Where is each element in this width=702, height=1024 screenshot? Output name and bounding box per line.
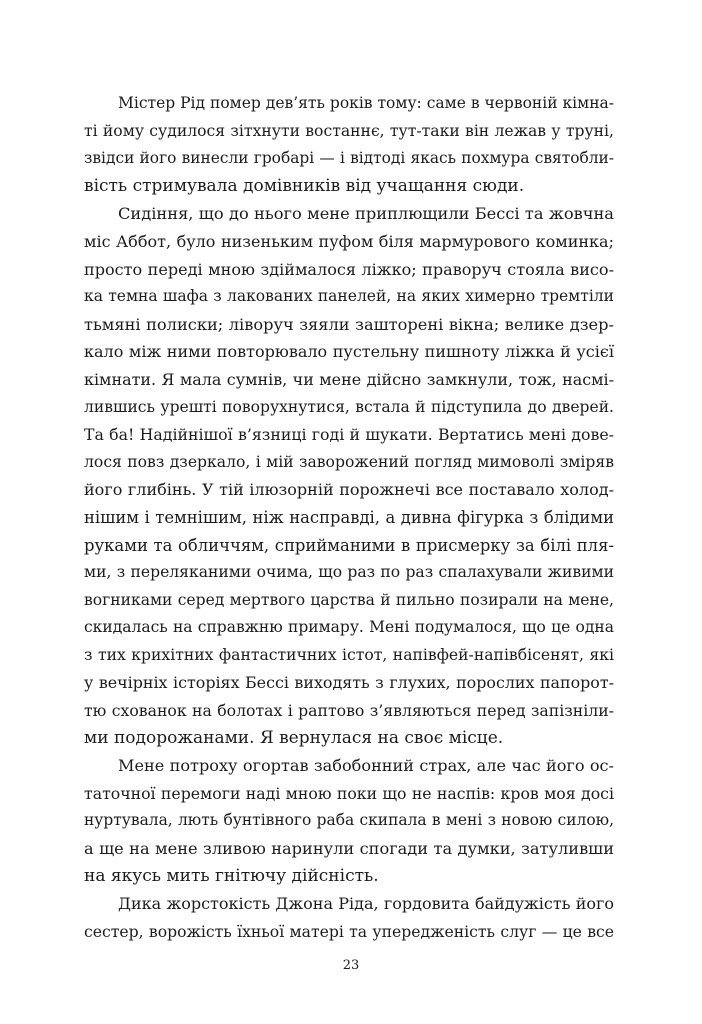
text-line: руками та обличчям, сприйманими в присмерку за білі пля- [84,535,614,555]
text-line: його глибінь. У тій ілюзорній порожнечі все поставало холод- [84,480,614,500]
paragraph-2 [84,200,614,752]
text-line: на якусь мить гнітючу дійсність. [84,865,379,886]
text-line: Містер Рід помер дев’ять років тому: саме в червоній кімна- [118,94,614,112]
text-line: сестер, ворожість їхньої матері та упередженість слуг — це все [84,921,614,941]
text-line: міс Аббот, було низеньким пуфом біля мармурового коминка; [84,231,614,251]
text-line: просто переді мною здіймалося ліжко; праворуч стояла висо- [84,259,614,279]
text-line: Та ба! Надійнішої в’язниці годі й шукати. Вертатись мені дове- [84,425,614,445]
text-line: Дика жорстокість Джона Ріда, гордовита байдужість його [118,894,614,914]
page-number: 23 [342,958,360,973]
text-line: ка темна шафа з лакованих панелей, на яких химерно тремтіли [84,287,614,306]
text-line: лося повз дзеркало, і мій заворожений погляд мимоволі зміряв [84,452,614,471]
text-line: звідси його винесли гробарі — і відтоді якась похмура святобли- [84,149,614,168]
text-line: у вечірніх історіях Бессі виходять з глухих, порослих папорот- [84,673,614,693]
paragraph-4 [84,890,614,945]
text-line: Мене потроху огортав забобонний страх, але час його ос- [118,756,614,776]
text-line: вогниками серед мертвого царства й пильно позирали на мене, [84,590,614,609]
text-line: нуртувала, лють бунтівного раба скипала в мені з новою силою, [84,811,614,830]
body-text [84,90,614,945]
text-line: тьмяні полиски; ліворуч зяяли зашторені вікна; велике дзер- [84,314,614,334]
text-line: вість стримувала домівників від учащання сюди. [84,175,525,196]
text-line: а ще на мене зливою наринули спогади та думки, затуливши [84,839,614,859]
text-line: кімнати. Я мала сумнів, чи мене дійсно замкнули, тож, насмі- [84,369,614,389]
text-line: тю схованок на болотах і раптово з’являються перед запізніли- [84,701,614,721]
text-line: нішим і темнішим, ніж насправді, а дивна фігурка з блідими [84,507,614,527]
text-line: таточної перемоги наді мною поки що не наспів: кров моя досі [84,783,614,803]
text-line: з тих крихітних фантастичних істот, напівфей-напівбісенят, які [84,645,614,664]
text-line: ті йому судилося зітхнути востаннє, тут-таки він лежав у труні, [84,121,614,140]
text-line: ми, з переляканими очима, що раз по раз спалахували живими [84,563,614,582]
text-line: лившись урешті поворухнутися, встала й підступила до дверей. [84,397,614,416]
paragraph-1 [84,90,614,200]
text-line: скидалась на справжню примару. Мені подумалося, що це одна [84,618,614,637]
text-line: Сидіння, що до нього мене приплющили Бессі та жовчна [118,204,614,224]
text-line: ми подорожанами. Я вернулася на своє місце. [84,727,504,748]
text-line: кало між ними повторювало пустельну пишноту ліжка й усієї [84,342,614,362]
paragraph-3 [84,752,614,890]
